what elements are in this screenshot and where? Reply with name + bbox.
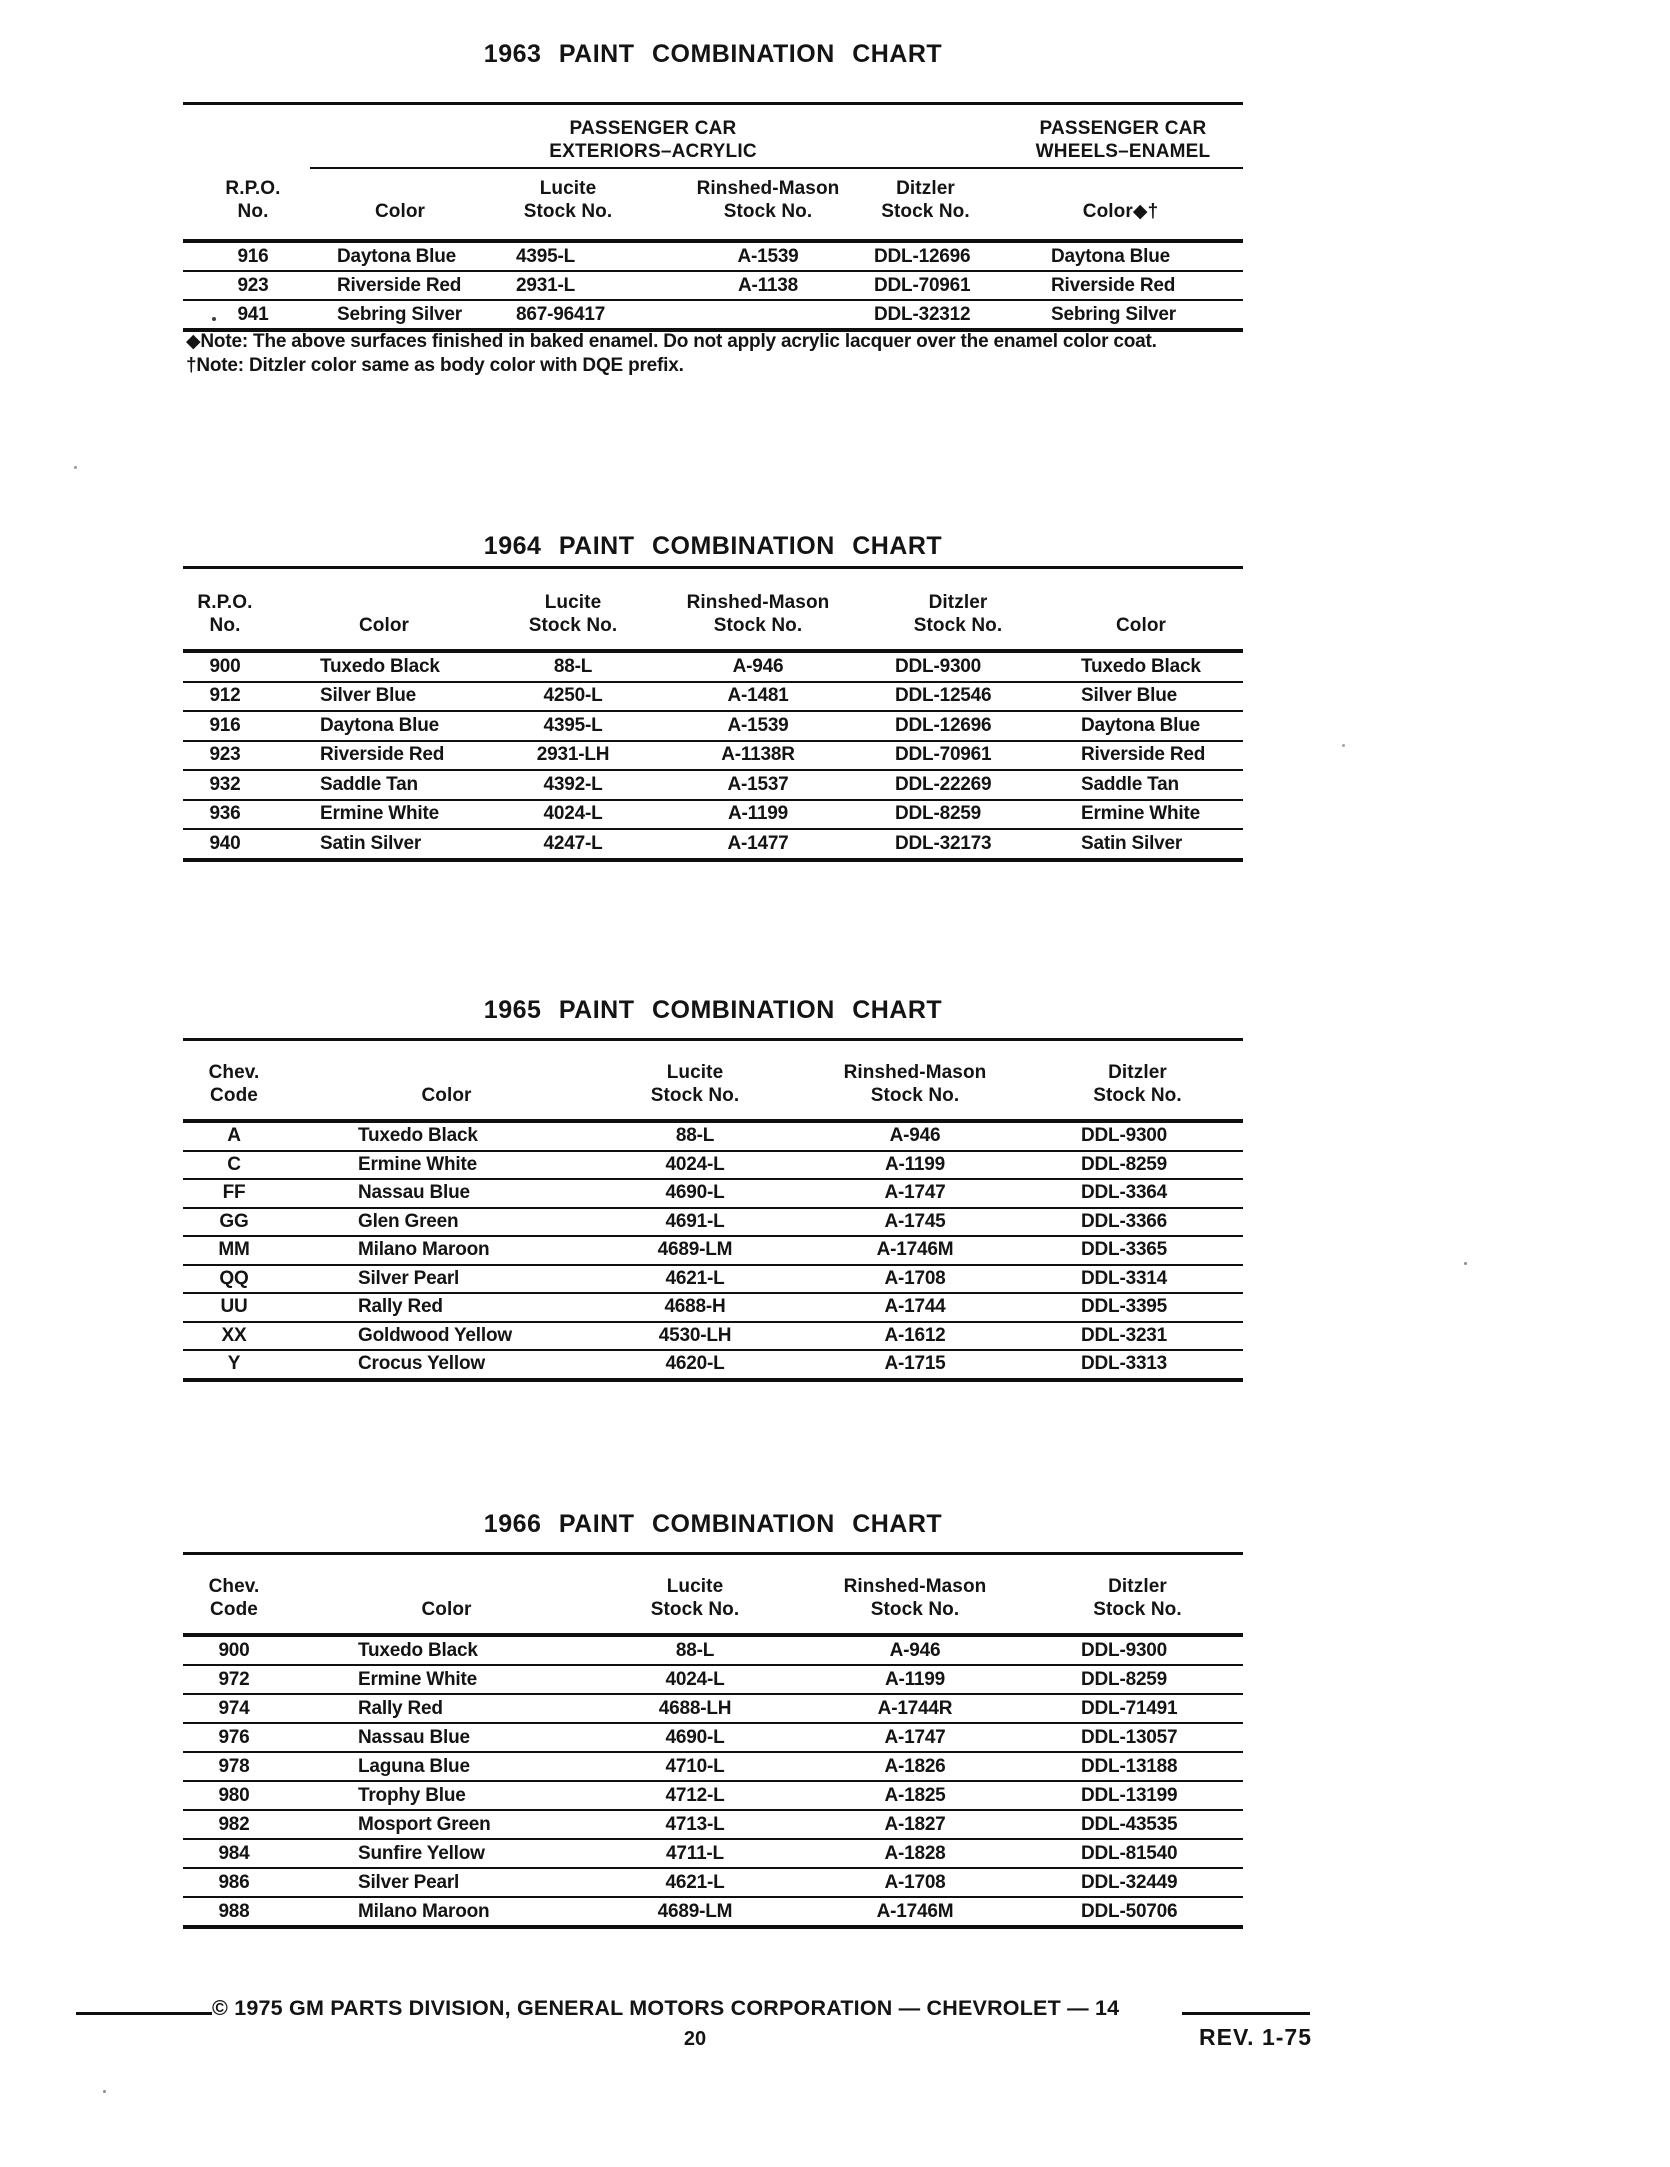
table-row bbox=[183, 1294, 1243, 1323]
column-header bbox=[1040, 1575, 1243, 1621]
table-cell: DDL-81540 bbox=[1081, 1842, 1178, 1864]
table-cell: A-1826 bbox=[884, 1755, 946, 1777]
column-header bbox=[858, 177, 1043, 223]
table-cell: 4713-L bbox=[665, 1813, 725, 1835]
table-row bbox=[183, 1840, 1243, 1869]
table-cell: DDL-3366 bbox=[1081, 1210, 1168, 1232]
revision-label: REV. 1-75 bbox=[1199, 2024, 1312, 2050]
table-row bbox=[183, 1724, 1243, 1753]
table-cell: Daytona Blue bbox=[1081, 714, 1201, 736]
table-cell: A-1827 bbox=[884, 1813, 946, 1835]
table-row bbox=[183, 1209, 1243, 1238]
table-cell: 88-L bbox=[675, 1639, 715, 1661]
table-row bbox=[183, 1351, 1243, 1382]
chart-title-1964: 1964 PAINT COMBINATION CHART bbox=[483, 532, 943, 560]
table-cell: DDL-12696 bbox=[874, 245, 971, 267]
table-body bbox=[183, 653, 1243, 862]
column-header-line: Rinshed-Mason bbox=[696, 178, 840, 199]
table-cell: 982 bbox=[218, 1813, 250, 1835]
table-cell: 940 bbox=[209, 832, 241, 854]
table-cell: 4691-L bbox=[665, 1210, 725, 1232]
footnote: †Note: Ditzler color same as body color with DQE prefix. bbox=[186, 354, 684, 376]
column-header-line: Lucite bbox=[544, 592, 602, 613]
column-header-line: Color◆† bbox=[1082, 201, 1159, 222]
table-cell: 4024-L bbox=[665, 1668, 725, 1690]
table-cell: A bbox=[227, 1125, 241, 1147]
table-row bbox=[183, 683, 1243, 713]
table-cell: Rally Red bbox=[358, 1697, 443, 1719]
table-cell: Ermine White bbox=[1081, 803, 1201, 825]
column-header bbox=[293, 591, 493, 637]
table-cell: Tuxedo Black bbox=[1081, 655, 1201, 677]
table-cell: Milano Maroon bbox=[358, 1239, 490, 1261]
table-cell: 4711-L bbox=[666, 1842, 724, 1864]
table-cell: 4712-L bbox=[665, 1784, 725, 1806]
column-header-line: Chev. bbox=[208, 1576, 260, 1597]
paint-table-1965 bbox=[183, 1038, 1243, 1382]
paint-table-1966 bbox=[183, 1552, 1243, 1929]
table-cell: Daytona Blue bbox=[1051, 245, 1171, 267]
table-cell: 4247-L bbox=[543, 832, 603, 854]
table-cell: Satin Silver bbox=[320, 832, 422, 854]
column-header bbox=[678, 177, 858, 223]
column-header bbox=[863, 591, 1053, 637]
table-cell: DDL-71491 bbox=[1081, 1697, 1178, 1719]
table-cell: Ermine White bbox=[320, 803, 440, 825]
table-cell: Glen Green bbox=[358, 1210, 459, 1232]
column-header-line: Rinshed-Mason bbox=[843, 1576, 987, 1597]
paint-table-1963 bbox=[183, 102, 1243, 332]
table-cell: 4690-L bbox=[665, 1182, 725, 1204]
column-header-line: Stock No. bbox=[870, 1085, 960, 1106]
chart-title-1966: 1966 PAINT COMBINATION CHART bbox=[483, 1510, 943, 1538]
table-cell: QQ bbox=[219, 1267, 249, 1289]
table-cell: 4024-L bbox=[543, 803, 603, 825]
column-header-line: Ditzler bbox=[928, 592, 988, 613]
table-cell: 974 bbox=[218, 1697, 250, 1719]
column-header-line: Code bbox=[210, 1085, 258, 1106]
table-cell: 4689-LM bbox=[657, 1900, 733, 1922]
table-cell: DDL-13188 bbox=[1081, 1755, 1178, 1777]
table-cell: A-1828 bbox=[884, 1842, 946, 1864]
footnotes-1963 bbox=[186, 330, 1386, 377]
table-cell: 986 bbox=[218, 1871, 250, 1893]
table-cell: A-1138R bbox=[721, 744, 795, 766]
footer-rule-left bbox=[76, 2012, 212, 2015]
table-cell: DDL-12696 bbox=[895, 714, 992, 736]
column-header bbox=[183, 1061, 293, 1107]
table-cell: Milano Maroon bbox=[358, 1900, 490, 1922]
table-cell: Nassau Blue bbox=[358, 1182, 470, 1204]
table-header bbox=[183, 1555, 1243, 1637]
table-cell: Mosport Green bbox=[358, 1813, 491, 1835]
table-row bbox=[183, 272, 1243, 301]
table-cell: A-1537 bbox=[727, 773, 789, 795]
table-cell: DDL-3313 bbox=[1081, 1353, 1168, 1375]
table-cell: 4392-L bbox=[543, 773, 603, 795]
table-cell: A-1199 bbox=[884, 1153, 946, 1175]
table-cell: A-946 bbox=[889, 1639, 941, 1661]
table-cell: Daytona Blue bbox=[337, 245, 457, 267]
table-cell: 4688-LH bbox=[658, 1697, 732, 1719]
column-header bbox=[1053, 591, 1243, 637]
table-cell: A-1747 bbox=[884, 1726, 946, 1748]
column-header bbox=[293, 1575, 600, 1621]
scan-speck bbox=[1342, 744, 1345, 747]
column-header bbox=[600, 1061, 790, 1107]
table-cell: Silver Blue bbox=[1081, 685, 1178, 707]
table-cell: A-1744R bbox=[877, 1697, 953, 1719]
table-cell: 978 bbox=[218, 1755, 250, 1777]
table-cell: 912 bbox=[209, 685, 241, 707]
table-row bbox=[183, 1695, 1243, 1724]
column-header-line: Color bbox=[374, 201, 426, 222]
table-cell: 916 bbox=[209, 714, 241, 736]
table-cell: 4250-L bbox=[543, 685, 603, 707]
table-cell: 900 bbox=[209, 655, 241, 677]
table-row bbox=[183, 1323, 1243, 1352]
table-cell: Sebring Silver bbox=[337, 303, 462, 325]
table-cell: A-1477 bbox=[727, 832, 789, 854]
column-header-line: Rinshed-Mason bbox=[686, 592, 830, 613]
column-header bbox=[790, 1575, 1040, 1621]
table-row bbox=[183, 1869, 1243, 1898]
copyright-line: © 1975 GM PARTS DIVISION, GENERAL MOTORS CORPORATION — CHEVROLET — 14 bbox=[212, 1996, 1120, 2020]
table-cell: Ermine White bbox=[358, 1668, 478, 1690]
table-cell: A-1745 bbox=[884, 1210, 946, 1232]
table-cell: A-1715 bbox=[884, 1353, 946, 1375]
table-cell: A-1138 bbox=[737, 274, 799, 296]
table-row bbox=[183, 243, 1243, 272]
table-cell: Tuxedo Black bbox=[358, 1125, 478, 1147]
table-cell: 4621-L bbox=[665, 1871, 725, 1893]
column-header-line: Lucite bbox=[539, 178, 597, 199]
column-header-line bbox=[1053, 591, 1229, 614]
column-header-line: Code bbox=[210, 1599, 258, 1620]
table-cell: A-946 bbox=[889, 1125, 941, 1147]
table-cell: 4530-LH bbox=[658, 1324, 732, 1346]
table-cell: A-1708 bbox=[884, 1267, 946, 1289]
table-cell: 2931-L bbox=[516, 274, 576, 296]
table-row bbox=[183, 301, 1243, 332]
column-header bbox=[323, 177, 503, 223]
column-header bbox=[293, 1061, 600, 1107]
column-header-line: No. bbox=[237, 201, 269, 222]
column-header-line: Chev. bbox=[208, 1062, 260, 1083]
table-cell: DDL-32173 bbox=[895, 832, 992, 854]
column-header-line: Color bbox=[1115, 615, 1167, 636]
table-header bbox=[183, 105, 1243, 243]
table-cell: DDL-50706 bbox=[1081, 1900, 1178, 1922]
table-row bbox=[183, 1637, 1243, 1666]
chart-title-1963: 1963 PAINT COMBINATION CHART bbox=[483, 40, 943, 68]
column-header-line: Color bbox=[421, 1599, 472, 1620]
column-header bbox=[653, 591, 863, 637]
table-cell: A-1746M bbox=[876, 1900, 954, 1922]
column-header-line: Stock No. bbox=[523, 201, 613, 222]
table-cell: 88-L bbox=[675, 1125, 715, 1147]
table-cell: A-1539 bbox=[737, 245, 799, 267]
column-header bbox=[600, 1575, 790, 1621]
table-cell: 4395-L bbox=[516, 245, 576, 267]
table-cell: A-946 bbox=[732, 655, 784, 677]
column-header-line: Lucite bbox=[666, 1576, 724, 1597]
table-row bbox=[183, 1266, 1243, 1295]
table-cell: 936 bbox=[209, 803, 241, 825]
table-row bbox=[183, 830, 1243, 862]
table-cell: DDL-13057 bbox=[1081, 1726, 1178, 1748]
table-cell: DDL-70961 bbox=[874, 274, 971, 296]
table-cell: MM bbox=[218, 1239, 250, 1261]
paint-table-1964 bbox=[183, 566, 1243, 862]
column-header-line: Stock No. bbox=[881, 201, 970, 222]
table-body bbox=[183, 243, 1243, 332]
table-cell: DDL-3231 bbox=[1081, 1324, 1168, 1346]
table-row bbox=[183, 1180, 1243, 1209]
column-header-line bbox=[1043, 177, 1198, 200]
column-header-line: Ditzler bbox=[1108, 1062, 1167, 1083]
column-header bbox=[183, 177, 323, 223]
table-cell: Rally Red bbox=[358, 1296, 443, 1318]
table-cell: 988 bbox=[218, 1900, 250, 1922]
table-cell: 941 bbox=[237, 303, 269, 325]
table-cell: Silver Pearl bbox=[358, 1871, 460, 1893]
column-header-line: R.P.O. bbox=[225, 178, 281, 199]
table-cell: 4621-L bbox=[665, 1267, 725, 1289]
table-cell: 4710-L bbox=[665, 1755, 725, 1777]
footnote: ◆Note: The above surfaces finished in baked enamel. Do not apply acrylic lacquer over the enamel color coat. bbox=[186, 331, 1157, 352]
table-cell: Saddle Tan bbox=[1081, 773, 1179, 795]
table-cell: FF bbox=[222, 1182, 246, 1204]
group-label: PASSENGER CAR bbox=[569, 118, 737, 139]
table-cell: 972 bbox=[218, 1668, 250, 1690]
column-header-line: No. bbox=[209, 615, 241, 636]
table-cell: Sebring Silver bbox=[1051, 303, 1176, 325]
table-row bbox=[183, 712, 1243, 742]
table-row bbox=[183, 1753, 1243, 1782]
table-row bbox=[183, 1152, 1243, 1181]
scan-speck bbox=[1464, 1262, 1467, 1265]
table-row bbox=[183, 742, 1243, 772]
table-cell: 984 bbox=[218, 1842, 250, 1864]
table-cell: Trophy Blue bbox=[358, 1784, 466, 1806]
table-cell: Silver Blue bbox=[320, 685, 417, 707]
table-cell: Ermine White bbox=[358, 1153, 478, 1175]
column-header-line: Stock No. bbox=[528, 615, 618, 636]
table-row bbox=[183, 1666, 1243, 1695]
table-cell: XX bbox=[221, 1324, 247, 1346]
table-cell: 4690-L bbox=[665, 1726, 725, 1748]
table-cell: 4688-H bbox=[664, 1296, 726, 1318]
table-header bbox=[183, 569, 1243, 653]
table-row bbox=[183, 801, 1243, 831]
column-header-line: Stock No. bbox=[723, 201, 813, 222]
table-cell: DDL-12546 bbox=[895, 685, 992, 707]
column-header bbox=[790, 1061, 1040, 1107]
table-cell: 900 bbox=[218, 1639, 250, 1661]
table-cell: Laguna Blue bbox=[358, 1755, 470, 1777]
column-header-line: Color bbox=[421, 1085, 472, 1106]
table-cell: DDL-3395 bbox=[1081, 1296, 1168, 1318]
table-cell: 4689-LM bbox=[657, 1239, 733, 1261]
column-header-line bbox=[293, 591, 475, 614]
table-cell: 980 bbox=[218, 1784, 250, 1806]
scan-speck bbox=[103, 2090, 106, 2093]
table-cell: DDL-32449 bbox=[1081, 1871, 1178, 1893]
table-cell: 976 bbox=[218, 1726, 250, 1748]
table-cell: 4620-L bbox=[665, 1353, 725, 1375]
table-cell: 4395-L bbox=[543, 714, 603, 736]
table-cell: DDL-13199 bbox=[1081, 1784, 1178, 1806]
footer-rule-right bbox=[1182, 2012, 1310, 2015]
table-cell: A-1825 bbox=[884, 1784, 946, 1806]
column-header-line: Color bbox=[358, 615, 410, 636]
group-label: EXTERIORS–ACRYLIC bbox=[549, 141, 757, 162]
table-cell: UU bbox=[220, 1296, 248, 1318]
table-cell: Nassau Blue bbox=[358, 1726, 470, 1748]
table-cell: Daytona Blue bbox=[320, 714, 440, 736]
column-header-line bbox=[293, 1575, 600, 1598]
table-row bbox=[183, 1237, 1243, 1266]
table-row bbox=[183, 1898, 1243, 1929]
column-header bbox=[493, 591, 653, 637]
scan-speck bbox=[74, 466, 77, 469]
column-header-line: R.P.O. bbox=[197, 592, 253, 613]
column-group-wheels bbox=[953, 117, 1293, 163]
table-cell: DDL-22269 bbox=[895, 773, 992, 795]
table-body bbox=[183, 1637, 1243, 1929]
table-body bbox=[183, 1123, 1243, 1382]
table-row bbox=[183, 1123, 1243, 1152]
group-label: WHEELS–ENAMEL bbox=[1035, 141, 1211, 162]
column-header-line: Ditzler bbox=[896, 178, 955, 199]
chart-title-1965: 1965 PAINT COMBINATION CHART bbox=[483, 996, 943, 1024]
table-cell: DDL-8259 bbox=[1081, 1668, 1168, 1690]
table-cell: Crocus Yellow bbox=[358, 1353, 485, 1375]
table-cell: 867-96417 bbox=[516, 303, 606, 325]
table-cell: C bbox=[227, 1153, 241, 1175]
table-cell: Y bbox=[227, 1353, 241, 1375]
table-cell: 916 bbox=[237, 245, 269, 267]
scan-speck bbox=[212, 317, 216, 321]
column-header-line: Stock No. bbox=[870, 1599, 960, 1620]
table-cell: DDL-3364 bbox=[1081, 1182, 1168, 1204]
table-cell: DDL-9300 bbox=[895, 655, 982, 677]
table-cell: DDL-8259 bbox=[895, 803, 982, 825]
column-header-line bbox=[293, 1061, 600, 1084]
header-divider bbox=[310, 167, 1243, 169]
column-header-line: Stock No. bbox=[1093, 1599, 1182, 1620]
table-row bbox=[183, 1782, 1243, 1811]
table-cell: Silver Pearl bbox=[358, 1267, 460, 1289]
column-header-line: Stock No. bbox=[650, 1599, 740, 1620]
column-header-line: Rinshed-Mason bbox=[843, 1062, 987, 1083]
table-cell: Goldwood Yellow bbox=[358, 1324, 512, 1346]
table-cell: A-1199 bbox=[884, 1668, 946, 1690]
table-cell: Tuxedo Black bbox=[358, 1639, 478, 1661]
column-group-exteriors bbox=[473, 117, 833, 163]
table-cell: A-1481 bbox=[727, 685, 789, 707]
table-cell: 88-L bbox=[553, 655, 593, 677]
table-cell: DDL-8259 bbox=[1081, 1153, 1168, 1175]
table-cell: A-1746M bbox=[876, 1239, 954, 1261]
table-cell: Saddle Tan bbox=[320, 773, 418, 795]
table-cell: 4024-L bbox=[665, 1153, 725, 1175]
column-header bbox=[183, 1575, 293, 1621]
table-cell: DDL-3314 bbox=[1081, 1267, 1168, 1289]
table-cell: A-1199 bbox=[727, 803, 789, 825]
table-row bbox=[183, 771, 1243, 801]
table-cell: A-1744 bbox=[884, 1296, 946, 1318]
column-header bbox=[1040, 1061, 1243, 1107]
table-cell: A-1539 bbox=[727, 714, 789, 736]
table-cell: 923 bbox=[237, 274, 269, 296]
column-header-line bbox=[323, 177, 477, 200]
table-cell: Tuxedo Black bbox=[320, 655, 440, 677]
table-cell: 932 bbox=[209, 773, 241, 795]
table-cell: Sunfire Yellow bbox=[358, 1842, 485, 1864]
column-header-line: Lucite bbox=[666, 1062, 724, 1083]
column-header bbox=[183, 591, 293, 637]
page-number: 20 bbox=[683, 2028, 707, 2050]
column-header-line: Stock No. bbox=[1093, 1085, 1182, 1106]
table-cell: A-1708 bbox=[884, 1871, 946, 1893]
table-cell: Riverside Red bbox=[337, 274, 462, 296]
table-cell: A-1747 bbox=[884, 1182, 946, 1204]
table-row bbox=[183, 653, 1243, 683]
table-cell: DDL-9300 bbox=[1081, 1125, 1168, 1147]
table-cell: A-1612 bbox=[884, 1324, 946, 1346]
table-cell: 2931-LH bbox=[536, 744, 610, 766]
table-cell: Riverside Red bbox=[1051, 274, 1176, 296]
column-header-line: Stock No. bbox=[650, 1085, 740, 1106]
table-cell: DDL-9300 bbox=[1081, 1639, 1168, 1661]
table-header bbox=[183, 1041, 1243, 1123]
column-header-line: Stock No. bbox=[913, 615, 1003, 636]
table-cell: Riverside Red bbox=[1081, 744, 1206, 766]
table-cell: DDL-43535 bbox=[1081, 1813, 1178, 1835]
column-header-line: Stock No. bbox=[713, 615, 803, 636]
table-cell: DDL-3365 bbox=[1081, 1239, 1168, 1261]
column-header bbox=[1043, 177, 1243, 223]
table-row bbox=[183, 1811, 1243, 1840]
column-header bbox=[503, 177, 678, 223]
table-cell: Satin Silver bbox=[1081, 832, 1183, 854]
table-cell: DDL-32312 bbox=[874, 303, 971, 325]
group-label: PASSENGER CAR bbox=[1039, 118, 1207, 139]
table-cell: GG bbox=[219, 1210, 249, 1232]
column-header-line: Ditzler bbox=[1108, 1576, 1167, 1597]
table-cell: DDL-70961 bbox=[895, 744, 992, 766]
table-cell: 923 bbox=[209, 744, 241, 766]
table-cell: Riverside Red bbox=[320, 744, 445, 766]
